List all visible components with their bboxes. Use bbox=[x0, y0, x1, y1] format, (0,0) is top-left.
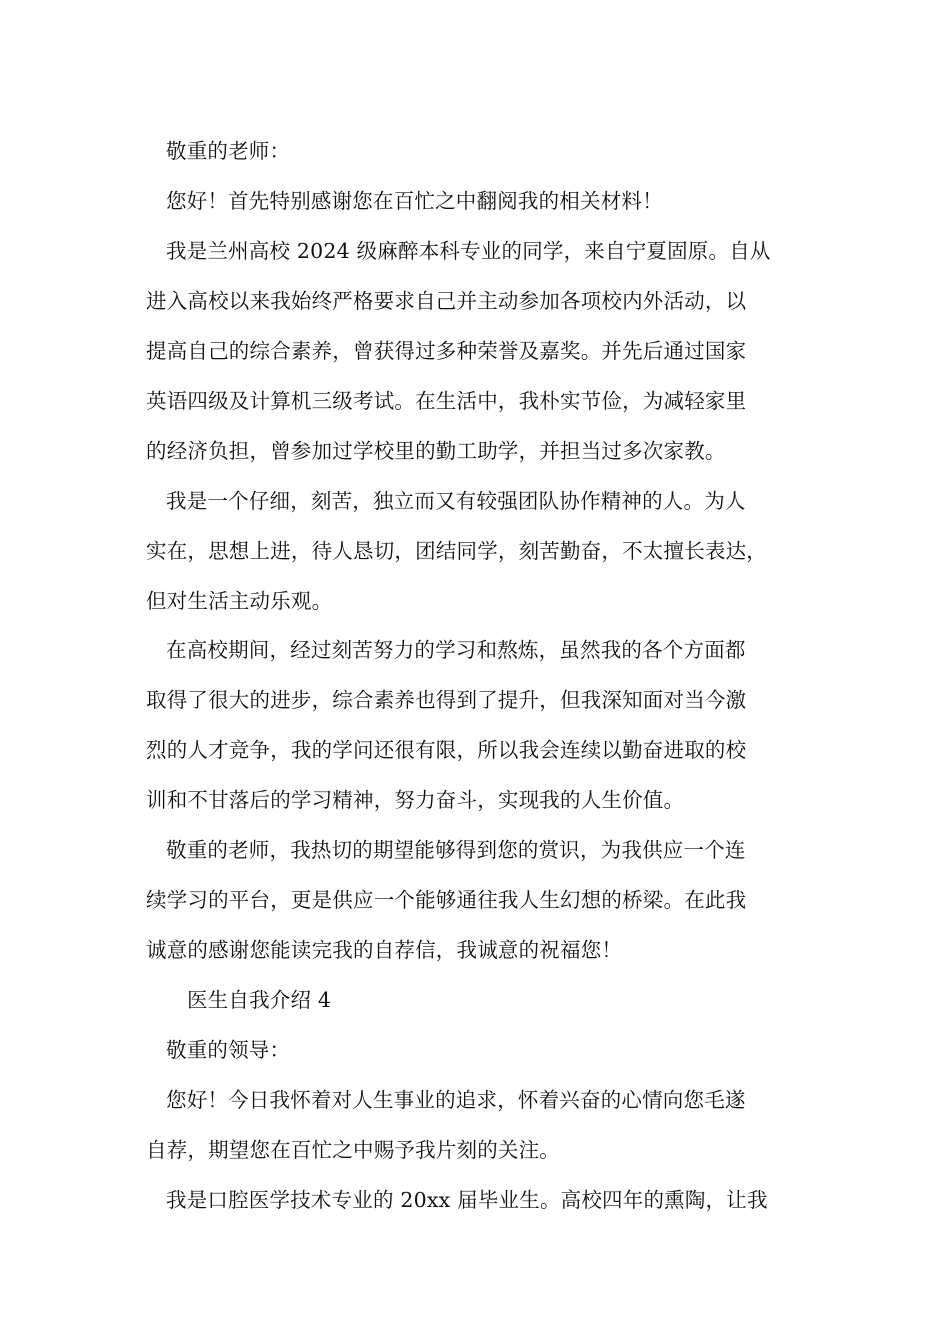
paragraph-line: 您好！首先特别感谢您在百忙之中翻阅我的相关材料！ bbox=[166, 189, 663, 213]
salutation: 敬重的领导： bbox=[166, 1038, 291, 1062]
paragraph-line: 敬重的老师，我热切的期望能够得到您的赏识，为我供应一个连 bbox=[166, 838, 746, 862]
paragraph-line: 我是一个仔细，刻苦，独立而又有较强团队协作精神的人。为人 bbox=[166, 489, 746, 513]
paragraph-line: 实在，思想上进，待人恳切，团结同学，刻苦勤奋，不太擅长表达， bbox=[146, 539, 767, 563]
paragraph-line: 自荐，期望您在百忙之中赐予我片刻的关注。 bbox=[146, 1138, 560, 1162]
paragraph-line: 训和不甘落后的学习精神，努力奋斗，实现我的人生价值。 bbox=[146, 788, 685, 812]
section-heading: 医生自我介绍 4 bbox=[187, 988, 332, 1012]
paragraph-line: 您好！今日我怀着对人生事业的追求，怀着兴奋的心情向您毛遂 bbox=[166, 1088, 746, 1112]
paragraph-line: 我是口腔医学技术专业的 20xx 届毕业生。高校四年的熏陶，让我 bbox=[166, 1188, 768, 1212]
paragraph-line: 进入高校以来我始终严格要求自己并主动参加各项校内外活动，以 bbox=[146, 289, 747, 313]
paragraph-line: 续学习的平台，更是供应一个能够通往我人生幻想的桥梁。在此我 bbox=[146, 888, 747, 912]
paragraph-line: 我是兰州高校 2024 级麻醉本科专业的同学，来自宁夏固原。自从 bbox=[166, 239, 771, 263]
paragraph-line: 提高自己的综合素养，曾获得过多种荣誉及嘉奖。并先后通过国家 bbox=[146, 339, 747, 363]
paragraph-line: 的经济负担，曾参加过学校里的勤工助学，并担当过多次家教。 bbox=[146, 439, 726, 463]
paragraph-line: 诚意的感谢您能读完我的自荐信，我诚意的祝福您！ bbox=[146, 938, 623, 962]
salutation: 敬重的老师： bbox=[166, 139, 291, 163]
paragraph-line: 取得了很大的进步，综合素养也得到了提升，但我深知面对当今激 bbox=[146, 688, 747, 712]
paragraph-line: 在高校期间，经过刻苦努力的学习和熬炼，虽然我的各个方面都 bbox=[166, 638, 746, 662]
paragraph-line: 英语四级及计算机三级考试。在生活中，我朴实节俭，为减轻家里 bbox=[146, 389, 747, 413]
paragraph-line: 烈的人才竞争，我的学问还很有限，所以我会连续以勤奋进取的校 bbox=[146, 738, 747, 762]
paragraph-line: 但对生活主动乐观。 bbox=[146, 589, 333, 613]
